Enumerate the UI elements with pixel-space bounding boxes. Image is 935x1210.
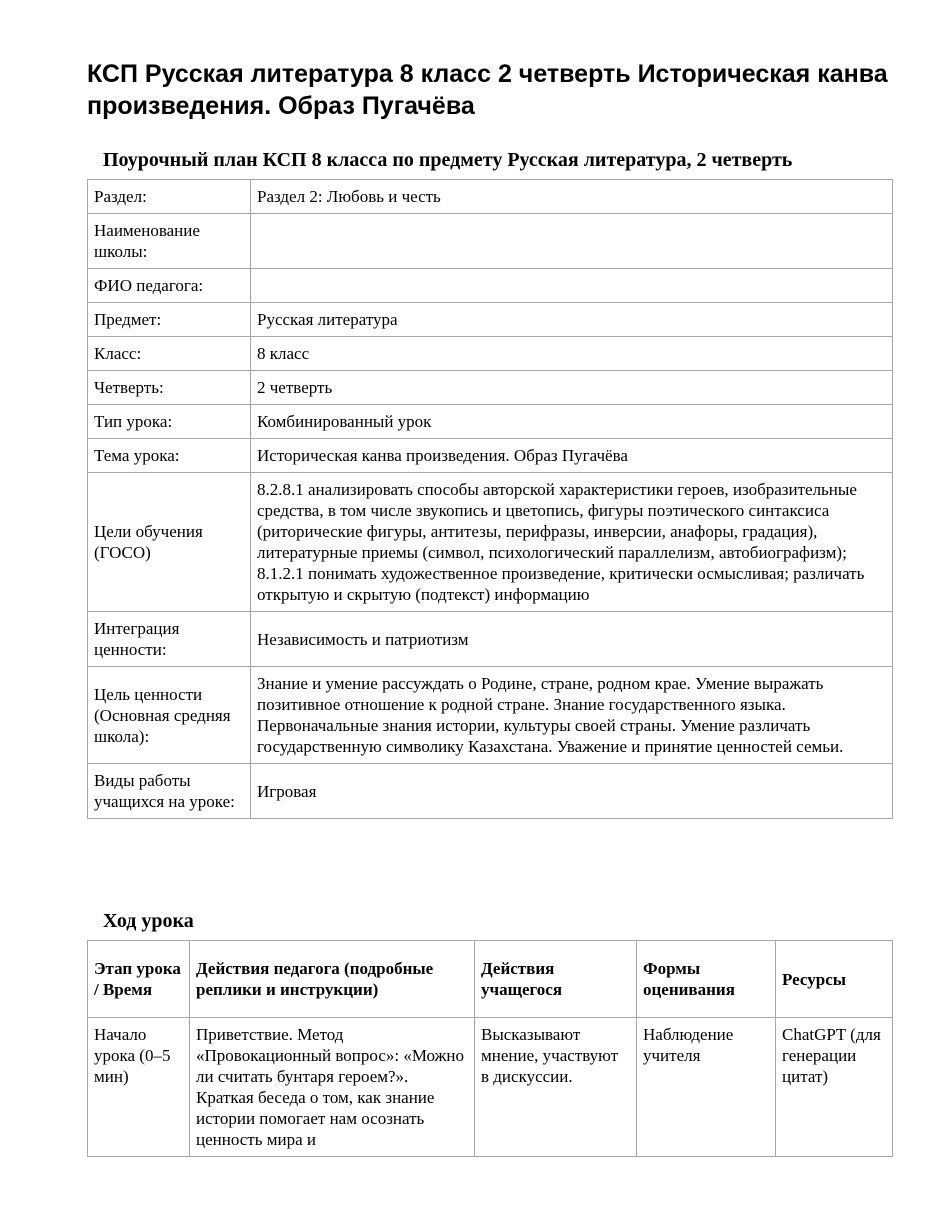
info-value: 8.2.8.1 анализировать способы авторской характеристики героев, изобразительные средства, в том числе звукопись и цветопись, фигуры поэтического синтаксиса (риторические фигуры, антитезы, перифразы, инверсии, анафоры, градация), литературные приемы (символ, психологический параллелизм, автобиографизм); 8.1.2.1 понимать художественное произведение, критически осмысливая; различать открытую и скрытую (подтекст) информацию — [251, 473, 893, 612]
table-row — [88, 337, 893, 371]
column-header: Этап урока / Время — [88, 941, 190, 1018]
table-row — [88, 269, 893, 303]
info-key: Предмет: — [88, 303, 251, 337]
table-header-row — [88, 941, 893, 1018]
info-key: Класс: — [88, 337, 251, 371]
info-value: Игровая — [251, 764, 893, 819]
info-key: Наименование школы: — [88, 214, 251, 269]
column-header: Формы оценивания — [637, 941, 776, 1018]
info-value: Комбинированный урок — [251, 405, 893, 439]
info-value: Независимость и патриотизм — [251, 612, 893, 667]
table-row — [88, 303, 893, 337]
table-row — [88, 180, 893, 214]
course-heading: Ход урока — [103, 910, 194, 932]
table-row — [88, 1018, 893, 1157]
table-cell: Начало урока (0–5 мин) — [88, 1018, 190, 1157]
column-header: Ресурсы — [776, 941, 893, 1018]
document-title: КСП Русская литература 8 класс 2 четверть Историческая канва произведения. Образ Пугачёва — [87, 60, 888, 120]
table-row — [88, 371, 893, 405]
info-key: Тема урока: — [88, 439, 251, 473]
column-header: Действия учащегося — [475, 941, 637, 1018]
table-row — [88, 405, 893, 439]
info-key: Цель ценности (Основная средняя школа): — [88, 667, 251, 764]
table-row — [88, 473, 893, 612]
lesson-info-table — [87, 179, 893, 819]
info-key: Четверть: — [88, 371, 251, 405]
table-cell: ChatGPT (для генерации цитат) — [776, 1018, 893, 1157]
table-row — [88, 764, 893, 819]
info-key: ФИО педагога: — [88, 269, 251, 303]
info-key: Виды работы учащихся на уроке: — [88, 764, 251, 819]
table-row — [88, 214, 893, 269]
table-row — [88, 612, 893, 667]
column-header: Действия педагога (подробные реплики и инструкции) — [190, 941, 475, 1018]
info-value — [251, 269, 893, 303]
info-key: Раздел: — [88, 180, 251, 214]
table-cell: Высказывают мнение, участвуют в дискуссии. — [475, 1018, 637, 1157]
info-value — [251, 214, 893, 269]
info-value: 2 четверть — [251, 371, 893, 405]
info-value: Русская литература — [251, 303, 893, 337]
info-value: Историческая канва произведения. Образ Пугачёва — [251, 439, 893, 473]
table-row — [88, 439, 893, 473]
table-cell: Наблюдение учителя — [637, 1018, 776, 1157]
info-value: Раздел 2: Любовь и честь — [251, 180, 893, 214]
info-key: Тип урока: — [88, 405, 251, 439]
info-value: 8 класс — [251, 337, 893, 371]
table-cell: Приветствие. Метод «Провокационный вопрос»: «Можно ли считать бунтаря героем?». Краткая беседа о том, как знание истории помогает нам осознать ценность мира и — [190, 1018, 475, 1157]
info-key: Интеграция ценности: — [88, 612, 251, 667]
lesson-flow-table — [87, 940, 893, 1157]
info-value: Знание и умение рассуждать о Родине, стране, родном крае. Умение выражать позитивное отношение к родной стране. Знание государственного языка. Первоначальные знания истории, культуры своей страны. Умение различать государственную символику Казахстана. Уважение и принятие ценностей семьи. — [251, 667, 893, 764]
plan-heading: Поурочный план КСП 8 класса по предмету Русская литература, 2 четверть — [103, 149, 793, 171]
table-row — [88, 667, 893, 764]
info-key: Цели обучения (ГОСО) — [88, 473, 251, 612]
